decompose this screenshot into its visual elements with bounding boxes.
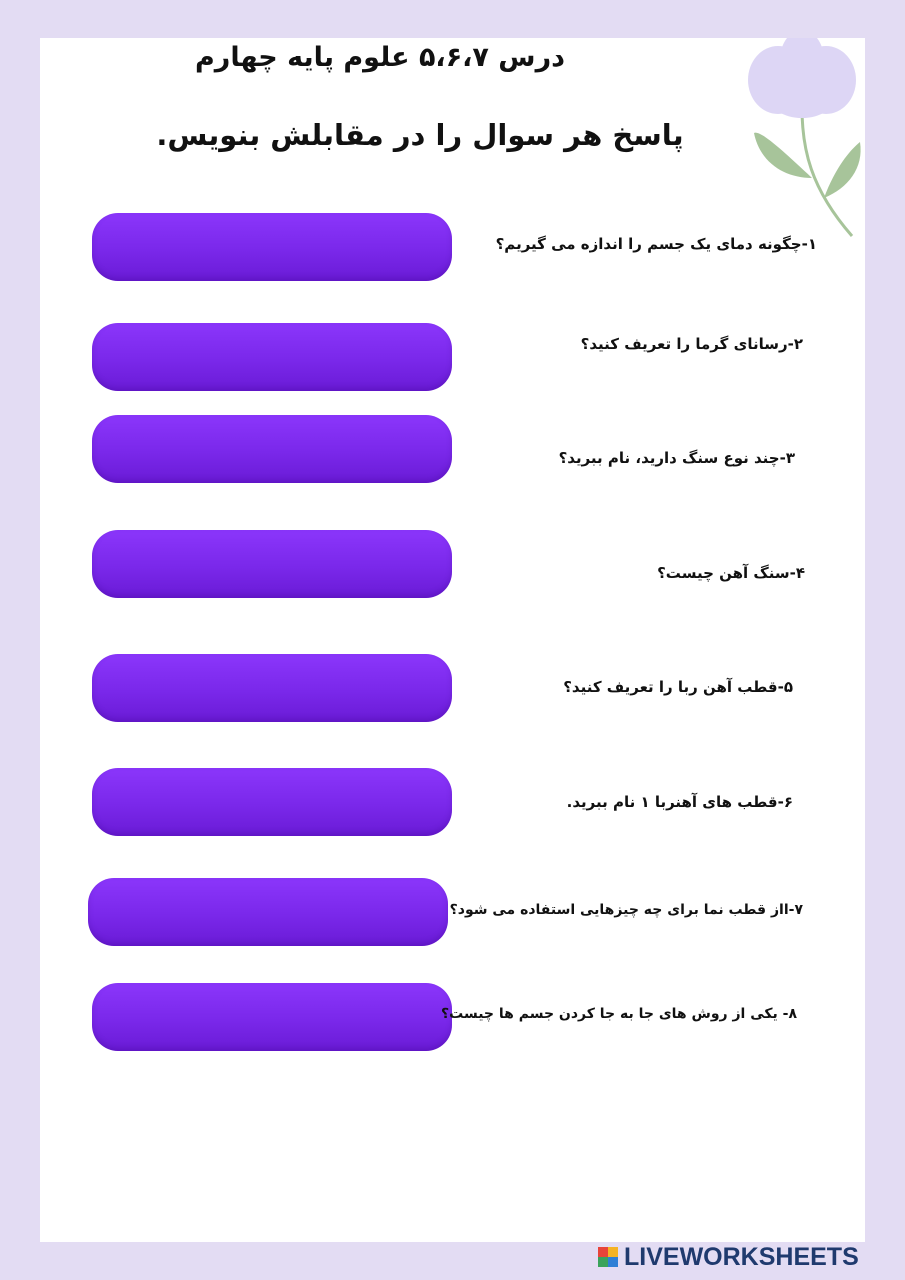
answer-field-5[interactable] — [92, 654, 452, 722]
brand-name: LIVEWORKSHEETS — [624, 1242, 859, 1271]
worksheet-page — [40, 38, 865, 1242]
question-6: ۶-قطب های آهنربا ۱ نام ببرید. — [566, 793, 793, 811]
answer-field-7[interactable] — [88, 878, 448, 946]
liveworksheets-logo-icon — [598, 1247, 618, 1267]
worksheet-title: درس ۵،۶،۷ علوم پایه چهارم — [195, 42, 565, 73]
question-2: ۲-رسانای گرما را تعریف کنید؟ — [580, 335, 803, 353]
answer-field-8[interactable] — [92, 983, 452, 1051]
liveworksheets-logo[interactable] — [598, 1243, 898, 1271]
question-4: ۴-سنگ آهن چیست؟ — [657, 564, 805, 582]
question-5: ۵-قطب آهن ربا را تعریف کنید؟ — [563, 678, 793, 696]
answer-field-4[interactable] — [92, 530, 452, 598]
flower-decoration-icon — [740, 38, 865, 243]
answer-field-6[interactable] — [92, 768, 452, 836]
answer-field-1[interactable] — [92, 213, 452, 281]
question-8: ۸- یکی از روش های جا به جا کردن جسم ها چیست؟ — [441, 1006, 797, 1022]
question-3: ۳-چند نوع سنگ دارید، نام ببرید؟ — [558, 449, 795, 467]
question-1: ۱-چگونه دمای یک جسم را اندازه می گیریم؟ — [495, 235, 817, 253]
question-7: ۷-ااز قطب نما برای چه چیزهایی استفاده می شود؟ — [449, 902, 803, 918]
answer-field-3[interactable] — [92, 415, 452, 483]
worksheet-instruction: پاسخ هر سوال را در مقابلش بنویس. — [156, 118, 684, 152]
answer-field-2[interactable] — [92, 323, 452, 391]
